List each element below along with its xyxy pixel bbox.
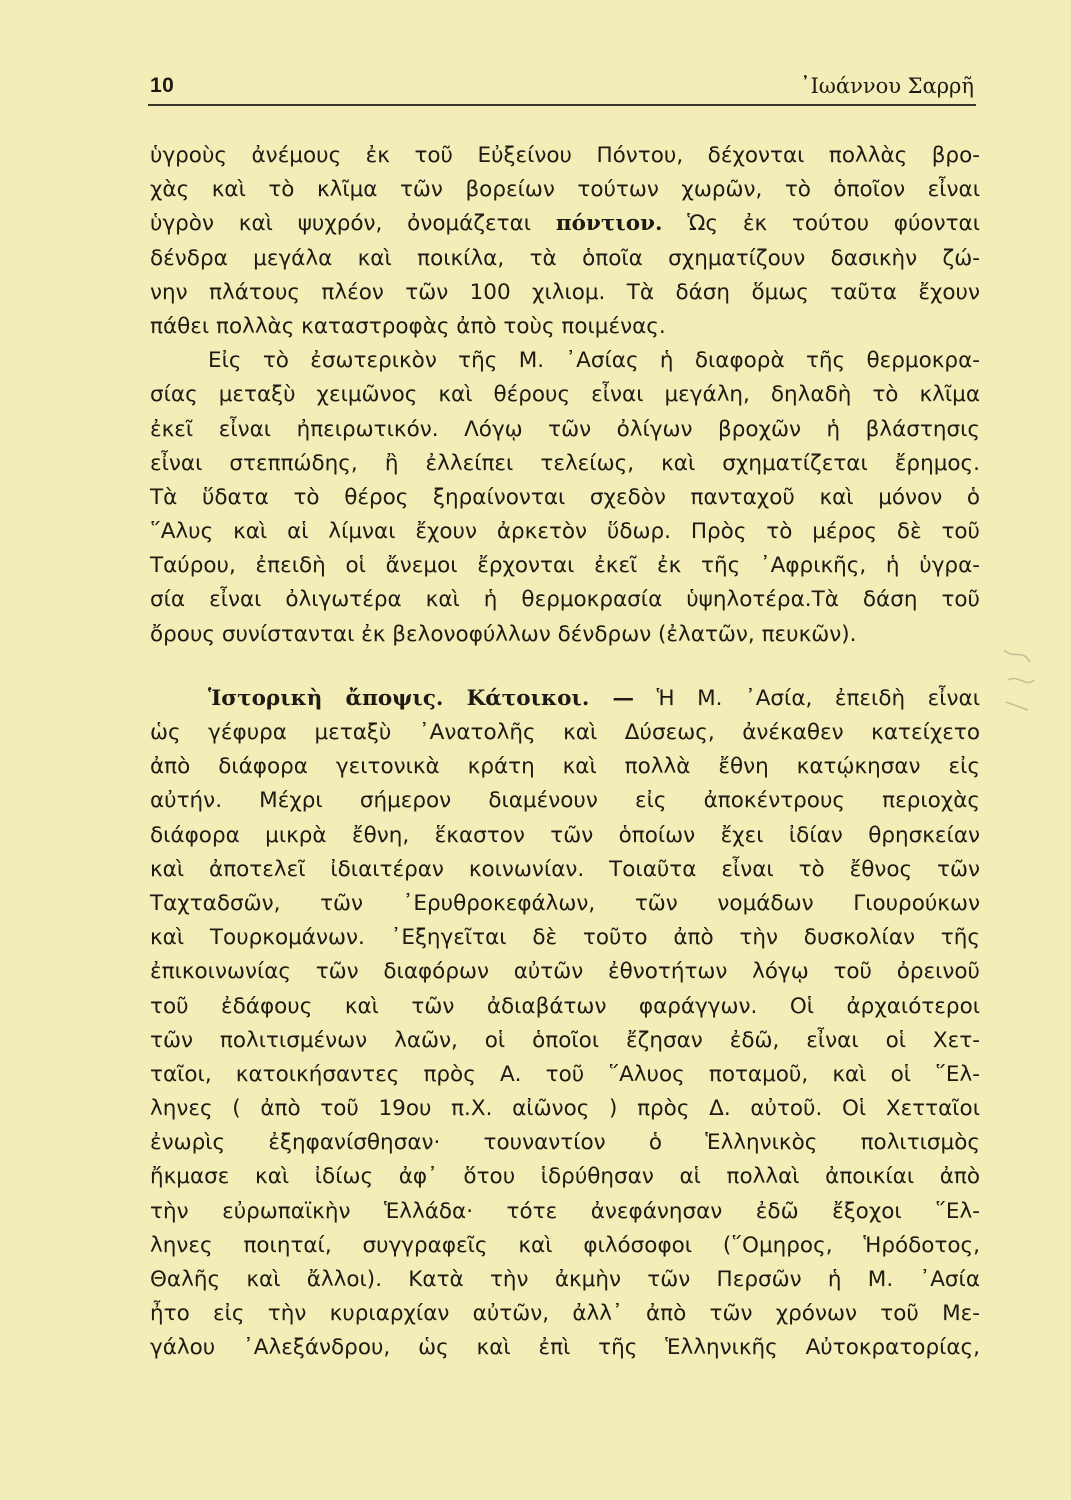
page-header bbox=[150, 70, 980, 106]
text-line: ταῖοι, κατοικήσαντες πρὸς Α. τοῦ ῞Αλυος ποταμοῦ, καὶ οἱ ῞Ελ- bbox=[150, 1061, 980, 1087]
text-line: Εἰς τὸ ἐσωτερικὸν τῆς Μ. ᾿Ασίας ἡ διαφορὰ τῆς θερμοκρα- bbox=[208, 348, 980, 374]
pencil-annotation-mark bbox=[1000, 640, 1040, 730]
text-line: αὐτήν. Μέχρι σήμερον διαμένουν εἰς ἀποκέντρους περιοχὰς bbox=[150, 788, 980, 814]
text-line: τοῦ ἐδάφους καὶ τῶν ἀδιαβάτων φαράγγων. Οἱ ἀρχαιότεροι bbox=[150, 993, 980, 1019]
text-line: σία εἶναι ὀλιγωτέρα καὶ ἡ θερμοκρασία ὑψηλοτέρα.Τὰ δάση τοῦ bbox=[150, 587, 980, 613]
header-rule bbox=[148, 104, 976, 106]
text-line: εἶναι στεππώδης, ἢ ἐλλείπει τελείως, καὶ σχηματίζεται ἔρημος. bbox=[150, 450, 980, 476]
text-line: ἐπικοινωνίας τῶν διαφόρων αὐτῶν ἐθνοτήτων λόγῳ τοῦ ὀρεινοῦ bbox=[150, 959, 980, 985]
text-line: σίας μεταξὺ χειμῶνος καὶ θέρους εἶναι μεγάλη, δηλαδὴ τὸ κλῖμα bbox=[150, 382, 980, 408]
text-line: χὰς καὶ τὸ κλῖμα τῶν βορείων τούτων χωρῶν, τὸ ὁποῖον εἶναι bbox=[150, 177, 980, 203]
text-line: ἦτο εἰς τὴν κυριαρχίαν αὐτῶν, ἀλλ᾿ ἀπὸ τῶν χρόνων τοῦ Με- bbox=[150, 1301, 980, 1327]
text-line: Ταχταδσῶν, τῶν ᾿Ερυθροκεφάλων, τῶν νομάδων Γιουρούκων bbox=[150, 890, 980, 916]
text-line: ῞Αλυς καὶ αἱ λίμναι ἔχουν ἀρκετὸν ὕδωρ. Πρὸς τὸ μέρος δὲ τοῦ bbox=[150, 519, 980, 545]
text-line: καὶ Τουρκομάνων. ᾿Εξηγεῖται δὲ τοῦτο ἀπὸ τὴν δυσκολίαν τῆς bbox=[150, 925, 980, 951]
text-line: πάθει πολλὰς καταστροφὰς ἀπὸ τοὺς ποιμένας. bbox=[150, 313, 666, 339]
text-line: διάφορα μικρὰ ἔθνη, ἕκαστον τῶν ὁποίων ἔχει ἰδίαν θρησκείαν bbox=[150, 822, 980, 848]
text-line: τῶν πολιτισμένων λαῶν, οἱ ὁποῖοι ἔζησαν ἐδῶ, εἶναι οἱ Χετ- bbox=[150, 1027, 980, 1053]
text-line: ληνες ( ἀπὸ τοῦ 19ου π.Χ. αἰῶνος ) πρὸς Δ. αὐτοῦ. Οἱ Χετταῖοι bbox=[150, 1096, 980, 1122]
text-line: ὑγροὺς ἀνέμους ἐκ τοῦ Εὐξείνου Πόντου, δέχονται πολλὰς βρο- bbox=[150, 143, 980, 168]
running-head: ᾿Ιωάννου Σαρρῆ bbox=[799, 74, 974, 98]
text-line: ἐνωρὶς ἐξηφανίσθησαν· τουναντίον ὁ Ἑλληνικὸς πολιτισμὸς bbox=[150, 1130, 980, 1156]
text-line: νην πλάτους πλέον τῶν 100 χιλιομ. Τὰ δάση ὅμως ταῦτα ἔχουν bbox=[150, 279, 980, 305]
text-line: ὡς γέφυρα μεταξὺ ᾿Ανατολῆς καὶ Δύσεως, ἀνέκαθεν κατείχετο bbox=[150, 720, 980, 745]
text-line bbox=[150, 682, 980, 716]
text-line: ἐκεῖ εἶναι ἠπειρωτικόν. Λόγῳ τῶν ὀλίγων βροχῶν ἡ βλάστησις bbox=[150, 416, 980, 442]
text-line-segment: ὑγρὸν καὶ ψυχρόν, ὀνομάζεται bbox=[150, 211, 532, 237]
text-line: καὶ ἀποτελεῖ ἰδιαιτέραν κοινωνίαν. Τοιαῦτα εἶναι τὸ ἔθνος τῶν bbox=[150, 856, 980, 882]
text-line: τὴν εὐρωπαϊκὴν Ἑλλάδα· τότε ἀνεφάνησαν ἐδῶ ἔξοχοι ῞Ελ- bbox=[150, 1198, 980, 1224]
text-line: ἤκμασε καὶ ἰδίως ἀφ᾿ ὅτου ἱδρύθησαν αἱ πολλαὶ ἀποικίαι ἀπὸ bbox=[150, 1164, 980, 1190]
emphasis-term: πόντιον. bbox=[555, 211, 663, 237]
text-line: ὄρους συνίστανται ἐκ βελονοφύλλων δένδρων (ἐλατῶν, πευκῶν). bbox=[150, 621, 857, 647]
text-line: γάλου ᾿Αλεξάνδρου, ὡς καὶ ἐπὶ τῆς Ἑλληνικῆς Αὐτοκρατορίας, bbox=[150, 1335, 980, 1361]
text-line: ἀπὸ διάφορα γειτονικὰ κράτη καὶ πολλὰ ἔθνη κατῴκησαν εἰς bbox=[150, 754, 980, 780]
text-line: Θαλῆς καὶ ἄλλοι). Κατὰ τὴν ἀκμὴν τῶν Περσῶν ἡ Μ. ᾿Ασία bbox=[150, 1267, 980, 1292]
text-line: δένδρα μεγάλα καὶ ποικίλα, τὰ ὁποῖα σχηματίζουν δασικὴν ζώ- bbox=[150, 245, 980, 271]
text-line: Ταύρου, ἐπειδὴ οἱ ἄνεμοι ἔρχονται ἐκεῖ ἐκ τῆς ᾿Αφρικῆς, ἡ ὑγρα- bbox=[150, 553, 980, 579]
body-text bbox=[150, 139, 980, 1366]
text-line-segment: Ὡς ἐκ τούτου φύονται bbox=[687, 211, 980, 237]
text-line: ληνες ποιηταί, συγγραφεῖς καὶ φιλόσοφοι (῞Ομηρος, Ἡρόδοτος, bbox=[150, 1232, 980, 1258]
section-heading: Ἱστορικὴ ἄποψις. Κάτοικοι. — bbox=[208, 685, 635, 711]
paragraph-gap bbox=[150, 652, 980, 682]
text-line bbox=[150, 207, 980, 241]
text-line: Τὰ ὕδατα τὸ θέρος ξηραίνονται σχεδὸν πανταχοῦ καὶ μόνον ὁ bbox=[150, 484, 980, 510]
text-line-segment: Ἡ Μ. ᾿Ασία, ἐπειδὴ εἶναι bbox=[656, 685, 980, 711]
page-number: 10 bbox=[150, 74, 175, 97]
